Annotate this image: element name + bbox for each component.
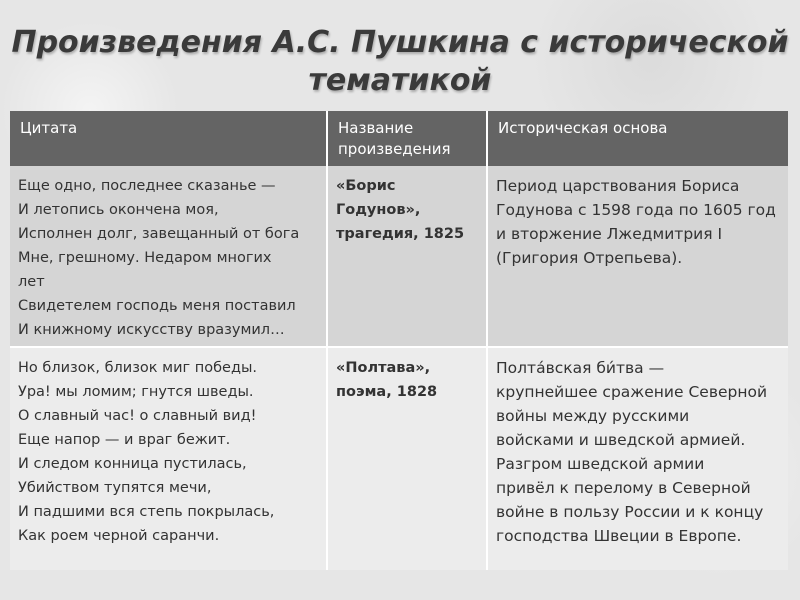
work-line: «Полтава»,	[336, 360, 431, 376]
quote-line: И летопись окончена моя,	[18, 202, 219, 218]
basis-line: Разгром шведской армии	[496, 455, 705, 473]
basis-line: войне в пользу России и к концу	[496, 503, 764, 521]
basis-line: крупнейшее сражение Северной	[496, 383, 768, 401]
table-row-boris-godunov	[10, 166, 788, 347]
table-row-poltava	[10, 347, 788, 570]
table-header-row	[10, 111, 788, 166]
slide-title	[0, 24, 800, 100]
quote-line: Но близок, близок миг победы.	[18, 360, 258, 376]
quote-line: Ура! мы ломим; гнутся шведы.	[18, 384, 254, 400]
basis-cell	[487, 166, 788, 347]
work-cell	[327, 347, 487, 570]
quote-line: Мне, грешному. Недаром многих	[18, 250, 272, 266]
quote-line: И книжному искусству вразумил…	[18, 322, 285, 338]
basis-line: Годунова с 1598 года по 1605 год	[496, 201, 776, 219]
work-line: «Борис	[336, 178, 396, 194]
work-line: поэма, 1828	[336, 384, 438, 400]
header-quote	[10, 111, 327, 166]
quote-line: Как роем черной саранчи.	[18, 528, 220, 544]
work-line: трагедия, 1825	[336, 226, 465, 242]
quote-line: Свидетелем господь меня поставил	[18, 298, 296, 314]
basis-line: господства Швеции в Европе.	[496, 527, 742, 545]
basis-line: войсками и шведской армией.	[496, 431, 746, 449]
basis-line: привёл к перелому в Северной	[496, 479, 751, 497]
header-basis-label: Историческая основа	[498, 119, 668, 137]
quote-cell	[10, 347, 327, 570]
quote-line: Еще напор — и враг бежит.	[18, 432, 231, 448]
work-line: Годунов»,	[336, 202, 421, 218]
slide-title-line-1: Произведения А.С. Пушкина с исторической	[11, 25, 789, 60]
header-work-label-line-1: Название	[338, 119, 414, 137]
header-quote-label: Цитата	[20, 119, 78, 137]
basis-line: и вторжение Лжедмитрия I	[496, 225, 723, 243]
quote-line: Еще одно, последнее сказанье —	[18, 178, 276, 194]
header-work	[327, 111, 487, 166]
work-cell	[327, 166, 487, 347]
works-table	[10, 111, 788, 570]
quote-line: Убийством тупятся мечи,	[18, 480, 212, 496]
header-work-label-line-2: произведения	[338, 140, 451, 158]
basis-cell	[487, 347, 788, 570]
basis-line: Период царствования Бориса	[496, 177, 740, 195]
quote-line: лет	[18, 274, 45, 290]
basis-line: (Григория Отрепьева).	[496, 249, 683, 267]
quote-line: Исполнен долг, завещанный от бога	[18, 226, 300, 242]
header-basis	[487, 111, 788, 166]
basis-line: Полта́вская би́тва —	[496, 359, 665, 377]
quote-line: О славный час! о славный вид!	[18, 408, 257, 424]
quote-line: И падшими вся степь покрылась,	[18, 504, 275, 520]
basis-line: войны между русскими	[496, 407, 690, 425]
quote-cell	[10, 166, 327, 347]
quote-line: И следом конница пустилась,	[18, 456, 247, 472]
slide-title-line-2: тематикой	[308, 63, 492, 98]
